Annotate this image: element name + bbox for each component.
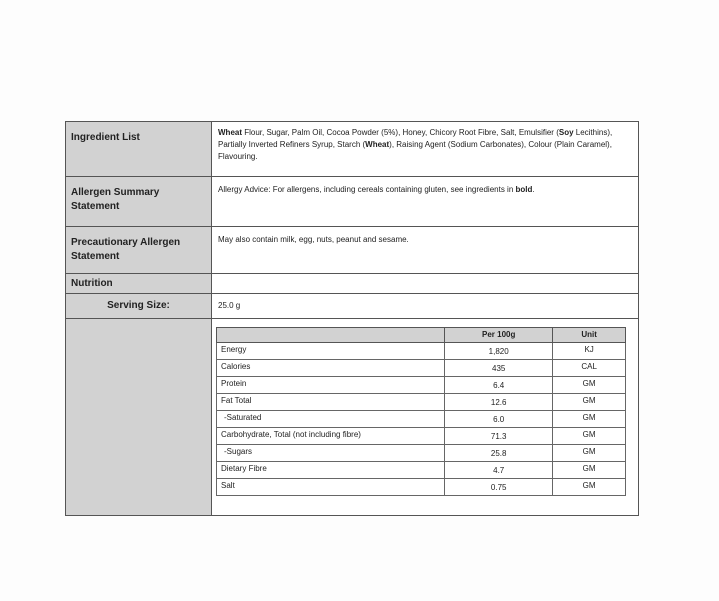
header-unit: Unit xyxy=(553,328,626,343)
allergen-text xyxy=(212,177,638,226)
ingredient-label: Ingredient List xyxy=(66,122,212,176)
table-row xyxy=(217,428,626,445)
allergen-row xyxy=(66,177,638,227)
nutrient-value: 25.8 xyxy=(445,445,553,462)
ingredient-segment: Wheat xyxy=(365,140,390,149)
serving-label: Serving Size: xyxy=(66,294,212,318)
nutrient-unit: GM xyxy=(553,462,626,479)
precaution-text: May also contain milk, egg, nuts, peanut and sesame. xyxy=(218,235,409,244)
allergen-text-main: Allergy Advice: For allergens, including cereals containing gluten, see ingredients in xyxy=(218,185,516,194)
header-nutrient xyxy=(217,328,445,343)
nutrient-value: 12.6 xyxy=(445,394,553,411)
table-row xyxy=(217,445,626,462)
ingredient-segment: Flour, Sugar, Palm Oil, Cocoa Powder (5%), Honey, Chicory Root Fibre, Salt, Emulsifier ( xyxy=(242,128,559,137)
nutrient-value: 6.4 xyxy=(445,377,553,394)
product-spec-sheet xyxy=(65,121,639,516)
nutrient-unit: GM xyxy=(553,394,626,411)
allergen-text-end: . xyxy=(532,185,535,194)
nutrient-unit: GM xyxy=(553,428,626,445)
nutrient-name: Carbohydrate, Total (not including fibre) xyxy=(217,428,445,445)
nutrient-unit: KJ xyxy=(553,343,626,360)
table-row xyxy=(217,343,626,360)
ingredient-segment: Wheat xyxy=(218,128,242,137)
table-row xyxy=(217,394,626,411)
allergen-label: Allergen Summary Statement xyxy=(66,177,212,226)
table-row xyxy=(217,411,626,428)
table-row xyxy=(217,360,626,377)
nutrient-name: Energy xyxy=(217,343,445,360)
nutrient-unit: GM xyxy=(553,479,626,496)
nutrient-value: 71.3 xyxy=(445,428,553,445)
nutrition-table-cell xyxy=(212,319,638,515)
nutrition-table-header xyxy=(217,328,626,343)
nutrient-name: Calories xyxy=(217,360,445,377)
precaution-label: Precautionary Allergen Statement xyxy=(66,227,212,273)
table-row xyxy=(217,462,626,479)
nutrition-table-left-cell xyxy=(66,319,212,515)
nutrient-unit: CAL xyxy=(553,360,626,377)
nutrient-name: -Sugars xyxy=(217,445,445,462)
allergen-text-bold: bold xyxy=(515,185,533,194)
nutrient-name: Dietary Fibre xyxy=(217,462,445,479)
ingredient-segment: Lecithins), Partially Inverted Refiners Syrup, Starch ( xyxy=(218,128,613,149)
nutrient-value: 6.0 xyxy=(445,411,553,428)
precaution-row xyxy=(66,227,638,274)
nutrient-value: 435 xyxy=(445,360,553,377)
nutrient-unit: GM xyxy=(553,445,626,462)
nutrient-name: Protein xyxy=(217,377,445,394)
nutrient-value: 4.7 xyxy=(445,462,553,479)
nutrient-value: 1,820 xyxy=(445,343,553,360)
nutrition-row xyxy=(66,274,638,294)
nutrient-name: Salt xyxy=(217,479,445,496)
serving-row xyxy=(66,294,638,319)
nutrient-name: Fat Total xyxy=(217,394,445,411)
nutrition-table-row xyxy=(66,319,638,515)
header-per-100g: Per 100g xyxy=(445,328,553,343)
ingredient-segment: ), Raising Agent (Sodium Carbonates), Colour (Plain Caramel), Flavouring. xyxy=(218,140,612,161)
serving-value: 25.0 g xyxy=(218,301,241,310)
ingredient-row xyxy=(66,122,638,177)
nutrition-label: Nutrition xyxy=(66,274,212,293)
table-row xyxy=(217,377,626,394)
nutrition-table xyxy=(216,327,626,496)
nutrient-name: -Saturated xyxy=(217,411,445,428)
table-row xyxy=(217,479,626,496)
ingredient-segment: Soy xyxy=(558,128,574,137)
nutrition-empty-cell xyxy=(212,274,638,293)
ingredient-text xyxy=(212,122,638,176)
nutrient-unit: GM xyxy=(553,411,626,428)
nutrient-unit: GM xyxy=(553,377,626,394)
nutrient-value: 0.75 xyxy=(445,479,553,496)
